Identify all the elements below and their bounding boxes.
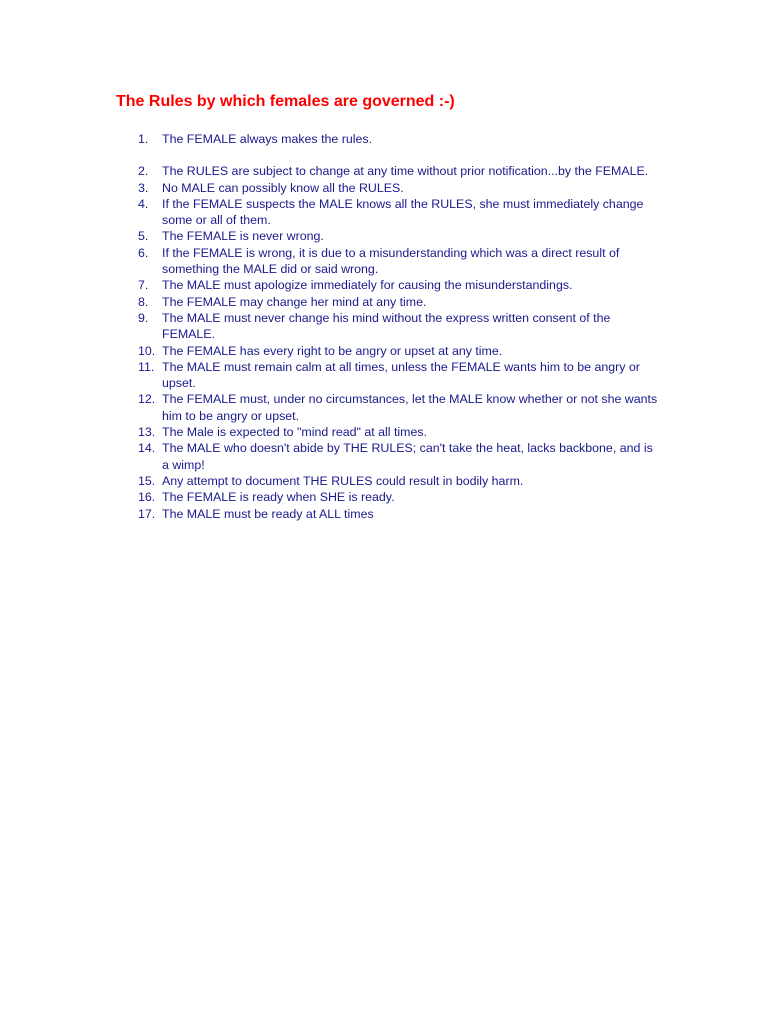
list-item-text: If the FEMALE suspects the MALE knows all the RULES, she must immediately change some or all of them. — [162, 196, 644, 228]
list-item-number: 14. — [138, 441, 156, 456]
list-item-text: The FEMALE is never wrong. — [162, 229, 324, 244]
list-item-text: The FEMALE may change her mind at any time. — [162, 294, 427, 309]
list-item — [138, 473, 658, 489]
list-item-text: No MALE can possibly know all the RULES. — [162, 180, 404, 195]
list-item-text: The MALE must apologize immediately for causing the misunderstandings. — [162, 278, 573, 293]
list-item-number: 15. — [138, 473, 156, 488]
list-item-number: 8. — [138, 294, 149, 309]
list-item — [138, 506, 658, 522]
list-item-number: 4. — [138, 196, 149, 211]
list-item-text: The MALE who doesn't abide by THE RULES; can't take the heat, lacks backbone, and is a wimp! — [162, 441, 653, 472]
list-item — [138, 180, 658, 196]
list-item-number: 11. — [138, 359, 155, 374]
list-item — [138, 424, 658, 440]
list-item — [138, 294, 658, 310]
list-item-number: 3. — [138, 180, 149, 195]
list-item — [138, 245, 658, 278]
list-item — [138, 391, 658, 424]
list-item-number: 2. — [138, 164, 149, 179]
list-item-number: 17. — [138, 506, 156, 521]
list-item-number: 13. — [138, 425, 156, 440]
list-item-text: The MALE must be ready at ALL times — [162, 506, 374, 521]
rules-list — [138, 131, 658, 522]
list-item — [138, 440, 658, 473]
list-item — [138, 163, 658, 179]
list-item-text: The MALE must remain calm at all times, unless the FEMALE wants him to be angry or upset. — [162, 359, 640, 391]
list-item-text: Any attempt to document THE RULES could result in bodily harm. — [162, 473, 524, 488]
list-item-text: The FEMALE is ready when SHE is ready. — [162, 490, 395, 505]
list-item-text: The RULES are subject to change at any time without prior notification...by the FEMALE. — [162, 164, 649, 179]
list-item-text: The FEMALE must, under no circumstances, let the MALE know whether or not she wants him to be angry or upset. — [162, 392, 658, 423]
list-item — [138, 228, 658, 244]
list-item-number: 1. — [138, 132, 149, 146]
list-item-text: The FEMALE has every right to be angry or upset at any time. — [162, 343, 503, 358]
list-item — [138, 489, 658, 505]
list-item-text: The MALE must never change his mind without the express written consent of the FEMALE. — [162, 310, 611, 342]
list-item-number: 16. — [138, 490, 156, 505]
list-item — [138, 131, 658, 147]
list-item-text: If the FEMALE is wrong, it is due to a misunderstanding which was a direct result of something the MALE did or said wrong. — [162, 245, 620, 277]
document-title: The Rules by which females are governed :-) — [116, 93, 455, 110]
list-item — [138, 310, 658, 343]
list-item-number: 12. — [138, 392, 156, 407]
list-item — [138, 196, 658, 229]
list-item-number: 9. — [138, 310, 149, 325]
list-item-number: 6. — [138, 245, 149, 260]
list-item — [138, 359, 658, 392]
list-item — [138, 277, 658, 293]
list-item-number: 10. — [138, 343, 156, 358]
list-item-text: The FEMALE always makes the rules. — [162, 132, 373, 146]
list-item-text: The Male is expected to "mind read" at all times. — [162, 425, 427, 440]
list-item-number: 5. — [138, 229, 149, 244]
list-item — [138, 343, 658, 359]
list-item-number: 7. — [138, 278, 149, 293]
